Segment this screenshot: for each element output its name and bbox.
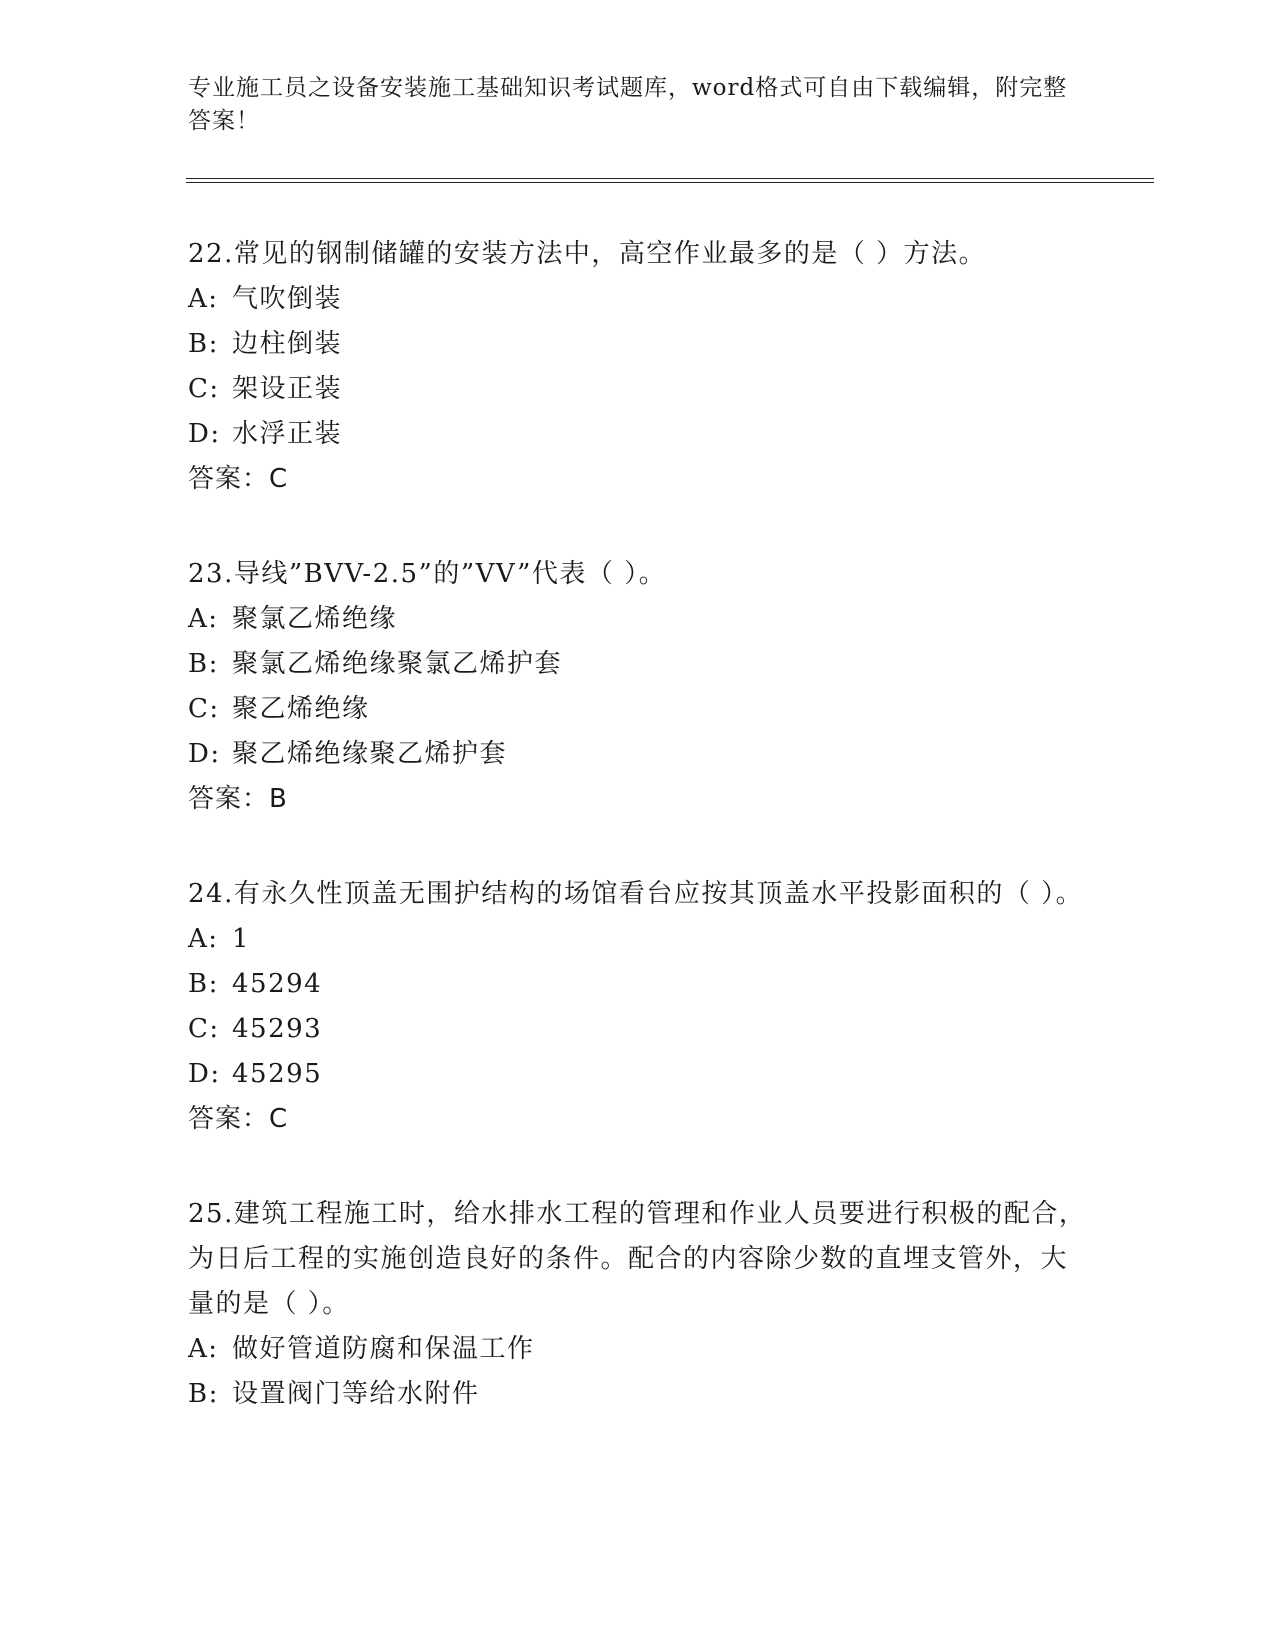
option-key: A: <box>188 1334 219 1364</box>
question-24 <box>188 872 1088 1142</box>
answer-line: 答案：C <box>188 1104 289 1134</box>
option-a <box>188 1327 1088 1372</box>
option-text: 设置阀门等给水附件 <box>232 1379 480 1409</box>
option-text: 45293 <box>232 1014 323 1044</box>
option-key: A: <box>188 284 219 314</box>
option-key: B: <box>188 969 219 999</box>
option-key: C: <box>188 1014 220 1044</box>
option-key: B: <box>188 649 219 679</box>
option-text: 边柱倒装 <box>232 329 343 359</box>
option-b <box>188 642 1088 687</box>
option-text: 聚乙烯绝缘聚乙烯护套 <box>232 739 508 769</box>
answer-line: 答案：B <box>188 784 288 814</box>
option-c <box>188 1007 1088 1052</box>
question-23 <box>188 552 1088 822</box>
option-text: 聚氯乙烯绝缘聚氯乙烯护套 <box>232 649 563 679</box>
option-a <box>188 597 1088 642</box>
option-b <box>188 322 1088 367</box>
option-key: D: <box>188 1059 221 1089</box>
option-key: C: <box>188 694 220 724</box>
option-key: B: <box>188 1379 219 1409</box>
question-22 <box>188 232 1088 502</box>
question-stem: 25.建筑工程施工时，给水排水工程的管理和作业人员要进行积极的配合，为日后工程的实施创造良好的条件。配合的内容除少数的直埋支管外，大量的是（ ）。 <box>188 1199 1087 1319</box>
option-key: A: <box>188 924 219 954</box>
option-key: A: <box>188 604 219 634</box>
option-a <box>188 917 1088 962</box>
option-text: 聚氯乙烯绝缘 <box>232 604 398 634</box>
option-c <box>188 687 1088 732</box>
option-key: D: <box>188 419 221 449</box>
option-key: B: <box>188 329 219 359</box>
option-text: 架设正装 <box>232 374 343 404</box>
option-text: 45294 <box>232 969 323 999</box>
question-stem: 24.有永久性顶盖无围护结构的场馆看台应按其顶盖水平投影面积的（ ）。 <box>188 879 1084 909</box>
option-d <box>188 1052 1088 1097</box>
option-key: C: <box>188 374 220 404</box>
option-d <box>188 732 1088 777</box>
option-b <box>188 962 1088 1007</box>
option-text: 做好管道防腐和保温工作 <box>232 1334 535 1364</box>
question-25 <box>188 1192 1088 1417</box>
option-text: 聚乙烯绝缘 <box>232 694 370 724</box>
option-text: 水浮正装 <box>232 419 343 449</box>
document-header: 专业施工员之设备安装施工基础知识考试题库，word格式可自由下载编辑，附完整答案！ <box>188 75 1068 134</box>
question-stem: 23.导线”BVV-2.5”的”VV”代表（ ）。 <box>188 559 667 589</box>
option-key: D: <box>188 739 221 769</box>
option-a <box>188 277 1088 322</box>
option-text: 45295 <box>232 1059 323 1089</box>
option-c <box>188 367 1088 412</box>
answer-line: 答案：C <box>188 464 289 494</box>
question-stem: 22.常见的钢制储罐的安装方法中，高空作业最多的是（ ）方法。 <box>188 239 987 269</box>
header-double-rule <box>186 178 1154 183</box>
question-list <box>188 232 1088 1467</box>
option-text: 1 <box>232 924 251 954</box>
option-d <box>188 412 1088 457</box>
option-b <box>188 1372 1088 1417</box>
option-text: 气吹倒装 <box>232 284 343 314</box>
